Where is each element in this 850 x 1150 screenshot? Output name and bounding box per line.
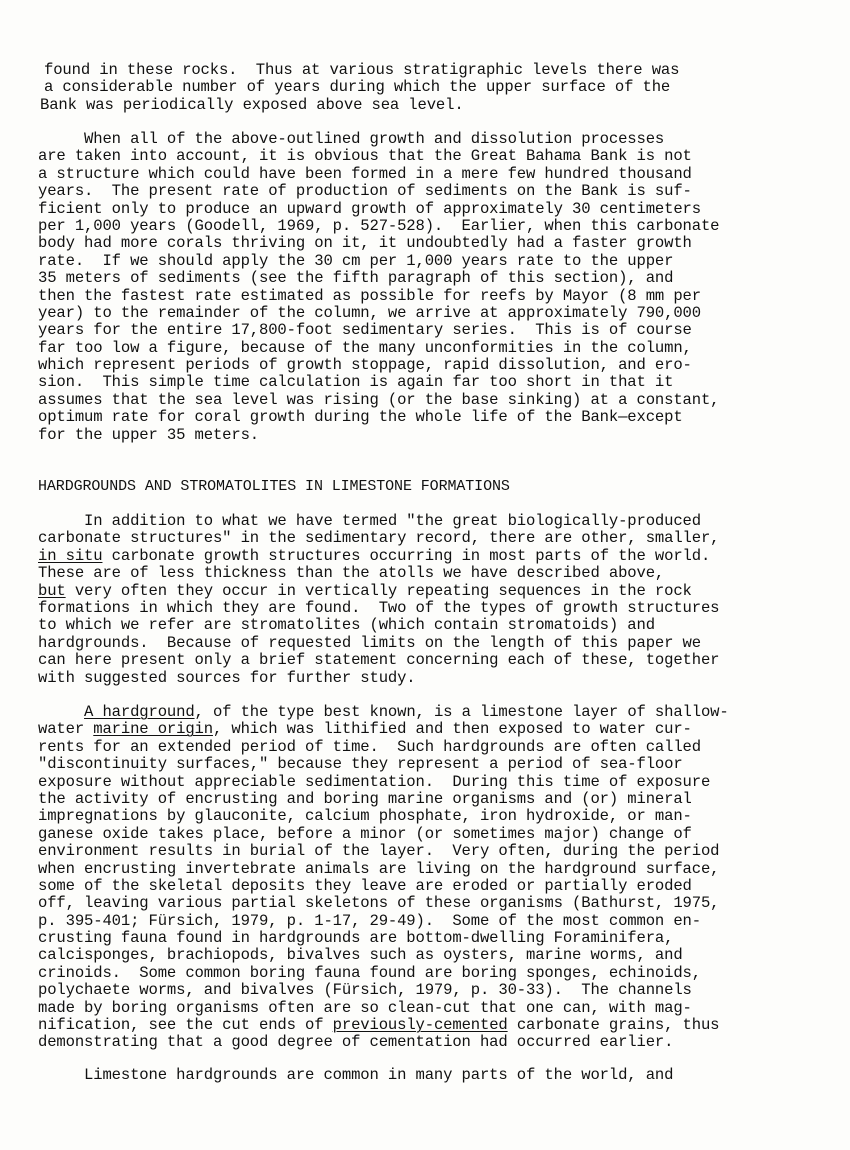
text-line: some of the skeletal deposits they leave are eroded or partially eroded	[38, 876, 692, 895]
text-line: optimum rate for coral growth during the whole life of the Bank—except	[38, 408, 683, 427]
underlined-term: previously-cemented	[332, 1016, 508, 1035]
paragraph-continuation	[38, 62, 828, 114]
text-fragment: , which was lithified and then exposed to water cur-	[212, 720, 692, 739]
text-line: In addition to what we have termed "the great biologically-produced	[38, 512, 701, 530]
text-line: p. 395-401; Fürsich, 1979, p. 1-17, 29-49). Some of the most common en-	[38, 911, 701, 930]
text-line: calcisponges, brachiopods, bivalves such as oysters, marine worms, and	[38, 946, 683, 965]
text-fragment: water	[38, 720, 94, 739]
text-line: are taken into account, it is obvious that the Great Bahama Bank is not	[38, 147, 692, 166]
text-line: which represent periods of growth stoppage, rapid dissolution, and ero-	[38, 356, 692, 375]
text-line: ficient only to produce an upward growth of approximately 30 centimeters	[38, 199, 701, 218]
text-line: assumes that the sea level was rising (or the base sinking) at a constant,	[38, 390, 720, 409]
text-line: with suggested sources for further study.	[38, 668, 416, 687]
text-line: then the fastest rate estimated as possible for reefs by Mayor (8 mm per	[38, 286, 701, 305]
text-line: off, leaving various partial skeletons of these organisms (Bathurst, 1975,	[38, 894, 720, 913]
text-line: to which we refer are stromatolites (which contain stromatoids) and	[38, 616, 655, 635]
section-heading: HARDGROUNDS AND STROMATOLITES IN LIMESTONE FORMATIONS	[38, 478, 510, 495]
paragraph-hardground-definition	[38, 704, 828, 1052]
text-line: demonstrating that a good degree of cementation had occurred earlier.	[38, 1033, 674, 1052]
text-line: Limestone hardgrounds are common in many parts of the world, and	[38, 1066, 674, 1084]
text-line: environment results in burial of the layer. Very often, during the period	[38, 842, 720, 861]
text-line: years. The present rate of production of sediments on the Bank is suf-	[38, 182, 692, 201]
text-line: a structure which could have been formed in a mere few hundred thousand	[38, 164, 692, 183]
text-line: formations in which they are found. Two of the types of growth structures	[38, 598, 720, 617]
text-line: far too low a figure, because of the many unconformities in the column,	[38, 338, 692, 357]
paragraph-growth-rate	[38, 131, 828, 444]
text-line: Bank was periodically exposed above sea level.	[40, 95, 464, 114]
text-line: polychaete worms, and bivalves (Fürsich, 1979, p. 30-33). The channels	[38, 981, 692, 1000]
text-line: rents for an extended period of time. Such hardgrounds are often called	[38, 737, 701, 756]
paragraph-hardgrounds-intro	[38, 513, 828, 687]
text-line: body had more corals thriving on it, it undoubtedly had a faster growth	[38, 234, 692, 253]
text-line: These are of less thickness than the atolls we have described above,	[38, 564, 665, 583]
text-line: found in these rocks. Thus at various stratigraphic levels there was	[44, 61, 680, 79]
underlined-term: marine origin	[93, 720, 213, 739]
text-line: When all of the above-outlined growth and dissolution processes	[38, 130, 665, 148]
text-fragment: carbonate grains, thus	[507, 1016, 720, 1035]
text-line: the activity of encrusting and boring marine organisms and (or) mineral	[38, 789, 692, 808]
text-line: impregnations by glauconite, calcium phosphate, iron hydroxide, or man-	[38, 807, 692, 826]
text-line: sion. This simple time calculation is again far too short in that it	[38, 373, 674, 392]
text-line: per 1,000 years (Goodell, 1969, p. 527-528). Earlier, when this carbonate	[38, 216, 720, 235]
text-line: "discontinuity surfaces," because they represent a period of sea-floor	[38, 755, 683, 774]
text-line: made by boring organisms often are so clean-cut that one can, with mag-	[38, 998, 692, 1017]
text-line	[38, 1017, 828, 1034]
text-line: carbonate structures" in the sedimentary record, there are other, smaller,	[38, 529, 720, 548]
text-line: crinoids. Some common boring fauna found are boring sponges, echinoids,	[38, 963, 701, 982]
text-line: a considerable number of years during which the upper surface of the	[44, 78, 671, 97]
text-line: rate. If we should apply the 30 cm per 1,000 years rate to the upper	[38, 251, 674, 270]
text-line: when encrusting invertebrate animals are living on the hardground surface,	[38, 859, 720, 878]
text-line	[38, 704, 828, 721]
paragraph-limestone-hardgrounds	[38, 1067, 828, 1084]
text-line: years for the entire 17,800-foot sedimentary series. This is of course	[38, 321, 692, 340]
underlined-term: in situ	[38, 546, 103, 565]
underlined-term: but	[38, 581, 66, 600]
text-line: year) to the remainder of the column, we arrive at approximately 790,000	[38, 303, 701, 322]
text-line: ganese oxide takes place, before a minor (or sometimes major) change of	[38, 824, 692, 843]
text-line: hardgrounds. Because of requested limits on the length of this paper we	[38, 633, 701, 652]
text-fragment	[38, 703, 84, 721]
text-line	[38, 548, 828, 565]
text-line: 35 meters of sediments (see the fifth paragraph of this section), and	[38, 269, 674, 288]
text-line: can here present only a brief statement concerning each of these, together	[38, 651, 720, 670]
text-fragment: carbonate growth structures occurring in most parts of the world.	[102, 546, 711, 565]
text-fragment: very often they occur in vertically repeating sequences in the rock	[65, 581, 692, 600]
text-line	[38, 721, 828, 738]
underlined-term: A hardground	[84, 703, 195, 721]
text-line: for the upper 35 meters.	[38, 425, 259, 444]
text-fragment: nification, see the cut ends of	[38, 1016, 333, 1035]
text-line: exposure without appreciable sedimentation. During this time of exposure	[38, 772, 711, 791]
text-fragment: , of the type best known, is a limestone layer of shallow-	[194, 703, 729, 721]
text-line	[38, 583, 828, 600]
text-line: crusting fauna found in hardgrounds are bottom-dwelling Foraminifera,	[38, 929, 674, 948]
